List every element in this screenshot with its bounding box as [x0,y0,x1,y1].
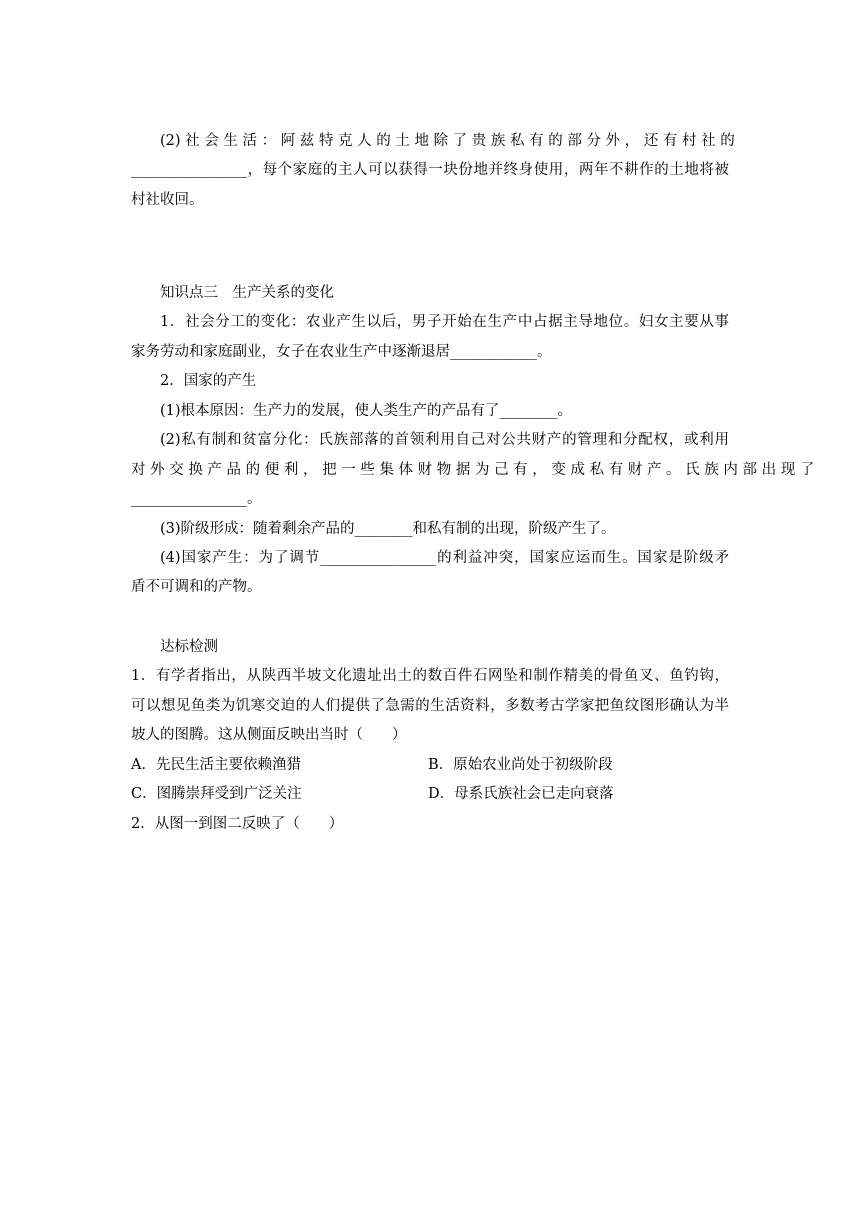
q1-option-b: B．原始农业尚处于初级阶段 [428,757,613,773]
q1-option-a: A．先民生活主要依赖渔猎 [131,757,301,773]
q1-line2: 可以想见鱼类为饥寒交迫的人们提供了急需的生活资料，多数考古学家把鱼纹图形确认为半 [131,698,729,714]
knowledge3-p4-line1: (2)私有制和贫富分化：氏族部落的首领利用自己对公共财产的管理和分配权，或利用 [160,432,729,448]
section2-line2: ________________，每个家庭的主人可以获得一块份地并终身使用，两年不耕作的土地将被 [131,162,729,178]
knowledge3-p2: 2．国家的产生 [160,373,257,389]
q1-line1: 1．有学者指出，从陕西半坡文化遗址出土的数百件石网坠和制作精美的骨鱼叉、鱼钓钩， [131,668,729,684]
knowledge3-p4-line2: 对 外 交 换 产 品 的 便 利 ， 把 一 些 集 体 财 物 据 为 己 有 ， 变 成 私 有 财 产 。 氏 族 内 部 出 现 了 [131,462,815,478]
section2-line1: (2) 社 会 生 活 ： 阿 兹 特 克 人 的 土 地 除 了 贵 族 私 有 的 部 分 外 ， 还 有 村 社 的 [160,133,735,149]
section-heading-test: 达标检测 [160,639,218,655]
section2-line3: 村社收回。 [131,192,204,208]
knowledge3-p6-line1: (4)国家产生：为了调节________________的利益冲突，国家应运而生。国家是阶级矛 [160,550,729,566]
knowledge3-p1-line2: 家务劳动和家庭副业，女子在农业生产中逐渐退居____________。 [131,344,552,360]
knowledge3-p5: (3)阶级形成：随着剩余产品的________和私有制的出现，阶级产生了。 [160,521,616,537]
q1-line3: 坡人的图腾。这从侧面反映出当时（ ） [131,727,407,743]
q2-line: 2．从图一到图二反映了（ ） [131,816,344,832]
q1-option-d: D．母系氏族社会已走向衰落 [428,786,614,802]
knowledge3-p4-line3: ________________。 [131,491,262,507]
section-heading-knowledge3: 知识点三 生产关系的变化 [160,285,334,301]
q1-options-row1 [131,755,729,775]
knowledge3-p3: (1)根本原因：生产力的发展，使人类生产的产品有了________。 [160,403,573,419]
knowledge3-p6-line2: 盾不可调和的产物。 [131,579,262,595]
knowledge3-p1-line1: 1．社会分工的变化：农业产生以后，男子开始在生产中占据主导地位。妇女主要从事 [160,314,729,330]
q1-options-row2 [131,784,729,804]
q1-option-c: C．图腾崇拜受到广泛关注 [131,786,302,802]
